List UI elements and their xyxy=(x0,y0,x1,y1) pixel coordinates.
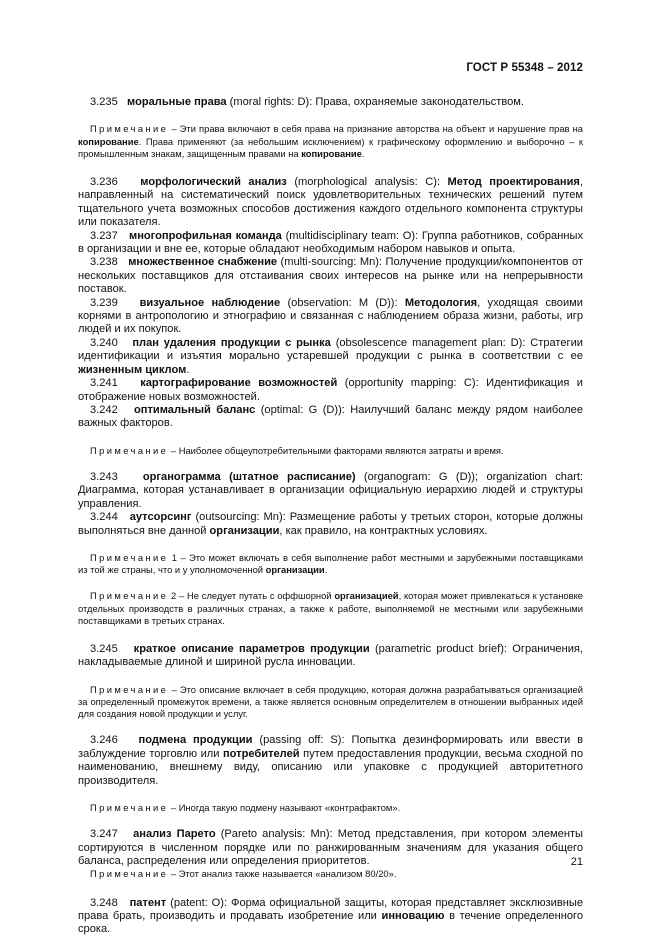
text-run: путем предоставления продукции, весьма сходной по наименованию, внешнему виду, описанию или упаковке с продукцией авторитетного производителя. xyxy=(78,747,583,787)
term-number: 3.241 xyxy=(90,377,118,390)
term-entry xyxy=(78,897,583,937)
text-run: (passing off: S): Попытка дезинформировать или ввести в заблуждение торговлю или xyxy=(78,734,583,760)
term-number: 3.244 xyxy=(90,511,118,524)
note-entry xyxy=(78,802,583,814)
text-run: , направленный на систематический поиск удовлетворительных технических решений путем тщательного учета возможных способов достижения каждого отдельного компонента структуры или показателя. xyxy=(78,176,583,229)
note-label: Примечание xyxy=(90,551,169,563)
text-run: – Эти права включают в себя права на признание авторства на объект и нарушение прав на xyxy=(168,123,583,135)
bold-term-ref: Методология xyxy=(404,296,478,309)
term-number: 3.235 xyxy=(90,96,118,108)
text-run: (patent: O): Форма официальной защиты, которая представляет эксклюзивные права брать, производить и продавать изобретение или xyxy=(78,896,583,923)
note-label: Примечание xyxy=(90,683,169,695)
term-entry xyxy=(78,230,583,257)
term-number: 3.239 xyxy=(90,296,118,309)
bold-term-ref: Метод проектирования xyxy=(447,176,580,189)
term-name: анализ Парето xyxy=(133,828,216,841)
text-run: . xyxy=(186,363,190,376)
note-entry xyxy=(78,123,583,160)
term-entry xyxy=(78,96,583,109)
text-run: (obsolescence management plan: D): Стратегии идентификации и изъятия морально устаревшей продукции с рынка в соответствии с ее xyxy=(78,336,583,363)
term-number: 3.238 xyxy=(90,256,118,269)
term-name: органограмма (штатное расписание) xyxy=(142,470,356,483)
bold-term-ref: жизненным циклом xyxy=(78,363,187,376)
term-number: 3.242 xyxy=(90,403,118,416)
text-run: (multidisciplinary team: O): Группа работников, собранных в организации и вне ее, которые обладают необходимым набором навыков и опыта. xyxy=(78,229,583,256)
text-run: – Иногда такую подмену называют «контрафактом». xyxy=(168,802,401,814)
text-run: . Права применяют (за небольшим исключением) к графическому оформлению и выборочно – к промышленным знакам, защищенным правами на xyxy=(78,135,583,159)
term-name: аутсорсинг xyxy=(129,511,192,524)
term-entry xyxy=(78,404,583,431)
term-name: подмена продукции xyxy=(138,734,253,747)
term-name: краткое описание параметров продукции xyxy=(133,642,370,655)
term-entry xyxy=(78,377,583,404)
term-number: 3.237 xyxy=(90,229,118,242)
text-run: (organogram: G (D)); organization chart: Диаграмма, которая устанавливает в организации официальную иерархию людей и структуры управления. xyxy=(78,470,583,510)
text-run: (parametric product brief): Ограничения, накладываемые длиной и шириной русла инновации. xyxy=(78,642,583,669)
note-entry xyxy=(78,868,583,880)
note-label: Примечание xyxy=(90,444,169,456)
term-entry xyxy=(78,734,583,788)
text-run: (Pareto analysis: Mn): Метод представления, при котором элементы сортируются в численном порядке или по ранжированным значениям для указания общего баланса, распределения или определения приоритетов. xyxy=(78,828,584,868)
term-name: оптимальный баланс xyxy=(133,403,256,416)
term-entry xyxy=(78,471,583,511)
bold-term-ref: организации xyxy=(209,524,280,537)
note-entry xyxy=(78,552,583,576)
term-name: план удаления продукции с рынка xyxy=(132,336,331,349)
text-run: (observation: M (D)): xyxy=(280,296,405,309)
term-number: 3.243 xyxy=(90,470,118,483)
note-entry xyxy=(78,445,583,457)
term-entry xyxy=(78,643,583,670)
text-run: 1 – Это может включать в себя выполнение работ местными и зарубежными поставщиками из той же страны, что и у уполномоченной xyxy=(78,551,583,576)
note-label: Примечание xyxy=(90,590,169,602)
text-run: (optimal: G (D)): Наилучший баланс между рядом наиболее важных факторов. xyxy=(78,403,583,430)
term-entry xyxy=(78,511,583,538)
standard-header: ГОСТ Р 55348 – 2012 xyxy=(466,62,583,74)
text-run: . xyxy=(361,147,365,159)
term-entry xyxy=(78,297,583,337)
term-name: многопрофильная команда xyxy=(128,229,282,242)
text-run: (moral rights: D): Права, охраняемые законодательством. xyxy=(226,96,525,108)
term-name: морфологический анализ xyxy=(140,176,287,189)
term-entry xyxy=(78,256,583,296)
bold-term-ref: потребителей xyxy=(222,747,300,760)
term-name: визуальное наблюдение xyxy=(139,296,281,309)
text-run: – Это описание включает в себя продукцию, которая должна разрабатываться организацией за определенный промежуток времени, а также является основным определителем в отношении выбранных идей для создания новой продукции и услуг. xyxy=(78,683,583,720)
note-label: Примечание xyxy=(90,868,169,880)
page-number: 21 xyxy=(570,856,583,868)
term-number: 3.246 xyxy=(90,734,118,747)
bold-term-ref: инновацию xyxy=(381,910,445,923)
text-run: (multi-sourcing: Mn): Получение продукции/компонентов от нескольких поставщиков для отстаивания своих интересов на рынке или на непрерывности поставок. xyxy=(78,256,584,296)
text-run: , как правило, на контрактных условиях. xyxy=(279,524,488,537)
term-number: 3.247 xyxy=(90,828,118,841)
bold-term-ref: организацией xyxy=(334,590,399,602)
term-number: 3.245 xyxy=(90,642,118,655)
bold-term-ref: организации xyxy=(265,564,325,576)
note-entry xyxy=(78,684,583,721)
term-number: 3.236 xyxy=(90,176,118,189)
text-run: , которая может привлекаться к установке отдельных производств в различных странах, а также к работе, выполняемой не местными или зарубежными поставщиками в третьих странах. xyxy=(78,590,583,626)
bold-term-ref: копирование xyxy=(301,147,362,159)
note-label: Примечание xyxy=(90,802,169,814)
term-name: патент xyxy=(129,896,167,909)
text-run: 2 – Не следует путать с оффшорной xyxy=(168,590,335,602)
text-run: (morphological analysis: C): xyxy=(286,176,448,189)
term-number: 3.240 xyxy=(90,336,118,349)
term-entry xyxy=(78,176,583,230)
document-body xyxy=(78,96,583,937)
text-run: – Наиболее общеупотребительными факторами являются затраты и время. xyxy=(168,444,504,456)
text-run: , уходящая своими корнями в антропологию и этнографию и связанная с наблюдением образа жизни, работы, игр людей и их покупок. xyxy=(78,296,583,336)
text-run: (outsourcing: Mn): Размещение работы у третьих сторон, которые должны выполняться вне данной xyxy=(78,511,583,537)
note-entry xyxy=(78,590,583,627)
text-run: – Этот анализ также называется «анализом 80/20». xyxy=(168,868,397,880)
term-entry xyxy=(78,337,583,377)
term-name: множественное снабжение xyxy=(128,256,278,269)
term-number: 3.248 xyxy=(90,896,118,909)
text-run: . xyxy=(324,564,328,576)
note-label: Примечание xyxy=(90,123,169,135)
term-name: моральные права xyxy=(127,96,227,108)
bold-term-ref: копирование xyxy=(78,135,139,147)
term-entry xyxy=(78,828,583,868)
text-run: (opportunity mapping: C): Идентификация и отображение новых возможностей. xyxy=(78,377,584,403)
term-name: картографирование возможностей xyxy=(140,377,338,390)
text-run: в течение определенного срока. xyxy=(78,910,583,936)
